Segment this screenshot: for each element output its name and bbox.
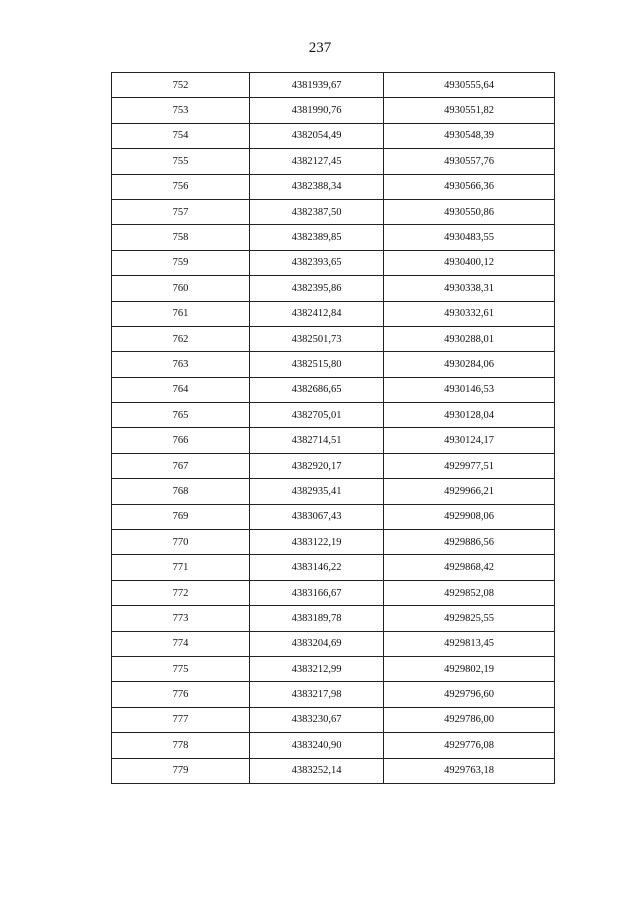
x-coordinate-cell: 4383189,78 [250, 606, 384, 631]
point-number-cell: 776 [112, 682, 250, 707]
y-coordinate-cell: 4930551,82 [384, 98, 555, 123]
point-number-cell: 772 [112, 580, 250, 605]
table-row [112, 98, 555, 123]
page-number: 237 [308, 40, 332, 56]
x-coordinate-cell: 4382714,51 [250, 428, 384, 453]
x-coordinate-cell: 4381990,76 [250, 98, 384, 123]
x-coordinate-cell: 4383230,67 [250, 707, 384, 732]
y-coordinate-cell: 4930332,61 [384, 301, 555, 326]
table-row [112, 631, 555, 656]
point-number-cell: 759 [112, 250, 250, 275]
y-coordinate-cell: 4929825,55 [384, 606, 555, 631]
point-number-cell: 775 [112, 656, 250, 681]
y-coordinate-cell: 4929776,08 [384, 733, 555, 758]
y-coordinate-cell: 4930483,55 [384, 225, 555, 250]
y-coordinate-cell: 4929813,45 [384, 631, 555, 656]
x-coordinate-cell: 4382389,85 [250, 225, 384, 250]
y-coordinate-cell: 4930550,86 [384, 199, 555, 224]
x-coordinate-cell: 4383240,90 [250, 733, 384, 758]
table-row [112, 682, 555, 707]
x-coordinate-cell: 4383204,69 [250, 631, 384, 656]
point-number-cell: 774 [112, 631, 250, 656]
x-coordinate-cell: 4382387,50 [250, 199, 384, 224]
table-row [112, 606, 555, 631]
x-coordinate-cell: 4382935,41 [250, 479, 384, 504]
y-coordinate-cell: 4930288,01 [384, 326, 555, 351]
table-row [112, 199, 555, 224]
y-coordinate-cell: 4929786,00 [384, 707, 555, 732]
table-row [112, 453, 555, 478]
table-row [112, 656, 555, 681]
point-number-cell: 762 [112, 326, 250, 351]
table-row [112, 352, 555, 377]
x-coordinate-cell: 4382393,65 [250, 250, 384, 275]
y-coordinate-cell: 4930284,06 [384, 352, 555, 377]
point-number-cell: 754 [112, 123, 250, 148]
x-coordinate-cell: 4382705,01 [250, 403, 384, 428]
x-coordinate-cell: 4382501,73 [250, 326, 384, 351]
point-number-cell: 767 [112, 453, 250, 478]
point-number-cell: 765 [112, 403, 250, 428]
table-row [112, 580, 555, 605]
x-coordinate-cell: 4383252,14 [250, 758, 384, 783]
table-row [112, 707, 555, 732]
table-row [112, 301, 555, 326]
x-coordinate-cell: 4383067,43 [250, 504, 384, 529]
y-coordinate-cell: 4929852,08 [384, 580, 555, 605]
table-row [112, 428, 555, 453]
x-coordinate-cell: 4383166,67 [250, 580, 384, 605]
y-coordinate-cell: 4929908,06 [384, 504, 555, 529]
table-row [112, 733, 555, 758]
point-number-cell: 757 [112, 199, 250, 224]
table-row [112, 149, 555, 174]
x-coordinate-cell: 4383146,22 [250, 555, 384, 580]
x-coordinate-cell: 4383212,99 [250, 656, 384, 681]
table-row [112, 403, 555, 428]
table-row [112, 758, 555, 783]
x-coordinate-cell: 4382127,45 [250, 149, 384, 174]
y-coordinate-cell: 4929796,60 [384, 682, 555, 707]
y-coordinate-cell: 4929886,56 [384, 530, 555, 555]
y-coordinate-cell: 4929763,18 [384, 758, 555, 783]
point-number-cell: 752 [112, 73, 250, 98]
table-row [112, 123, 555, 148]
table-row [112, 555, 555, 580]
y-coordinate-cell: 4930338,31 [384, 276, 555, 301]
table-row [112, 326, 555, 351]
point-number-cell: 763 [112, 352, 250, 377]
coordinates-table-body [112, 73, 555, 784]
y-coordinate-cell: 4930566,36 [384, 174, 555, 199]
point-number-cell: 771 [112, 555, 250, 580]
point-number-cell: 768 [112, 479, 250, 504]
y-coordinate-cell: 4930557,76 [384, 149, 555, 174]
point-number-cell: 758 [112, 225, 250, 250]
point-number-cell: 777 [112, 707, 250, 732]
table-row [112, 174, 555, 199]
y-coordinate-cell: 4930548,39 [384, 123, 555, 148]
x-coordinate-cell: 4382395,86 [250, 276, 384, 301]
table-row [112, 377, 555, 402]
y-coordinate-cell: 4929977,51 [384, 453, 555, 478]
x-coordinate-cell: 4383217,98 [250, 682, 384, 707]
point-number-cell: 753 [112, 98, 250, 123]
table-row [112, 479, 555, 504]
point-number-cell: 773 [112, 606, 250, 631]
table-row [112, 73, 555, 98]
point-number-cell: 770 [112, 530, 250, 555]
x-coordinate-cell: 4382412,84 [250, 301, 384, 326]
table-row [112, 504, 555, 529]
y-coordinate-cell: 4930146,53 [384, 377, 555, 402]
point-number-cell: 764 [112, 377, 250, 402]
y-coordinate-cell: 4930124,17 [384, 428, 555, 453]
x-coordinate-cell: 4381939,67 [250, 73, 384, 98]
point-number-cell: 760 [112, 276, 250, 301]
y-coordinate-cell: 4929966,21 [384, 479, 555, 504]
y-coordinate-cell: 4930555,64 [384, 73, 555, 98]
x-coordinate-cell: 4382515,80 [250, 352, 384, 377]
y-coordinate-cell: 4929802,19 [384, 656, 555, 681]
point-number-cell: 778 [112, 733, 250, 758]
table-row [112, 530, 555, 555]
point-number-cell: 755 [112, 149, 250, 174]
x-coordinate-cell: 4383122,19 [250, 530, 384, 555]
y-coordinate-cell: 4929868,42 [384, 555, 555, 580]
point-number-cell: 766 [112, 428, 250, 453]
y-coordinate-cell: 4930400,12 [384, 250, 555, 275]
x-coordinate-cell: 4382920,17 [250, 453, 384, 478]
x-coordinate-cell: 4382054,49 [250, 123, 384, 148]
table-row [112, 276, 555, 301]
point-number-cell: 769 [112, 504, 250, 529]
point-number-cell: 779 [112, 758, 250, 783]
table-row [112, 250, 555, 275]
x-coordinate-cell: 4382388,34 [250, 174, 384, 199]
x-coordinate-cell: 4382686,65 [250, 377, 384, 402]
y-coordinate-cell: 4930128,04 [384, 403, 555, 428]
table-row [112, 225, 555, 250]
point-number-cell: 761 [112, 301, 250, 326]
point-number-cell: 756 [112, 174, 250, 199]
coordinates-table [111, 72, 555, 784]
